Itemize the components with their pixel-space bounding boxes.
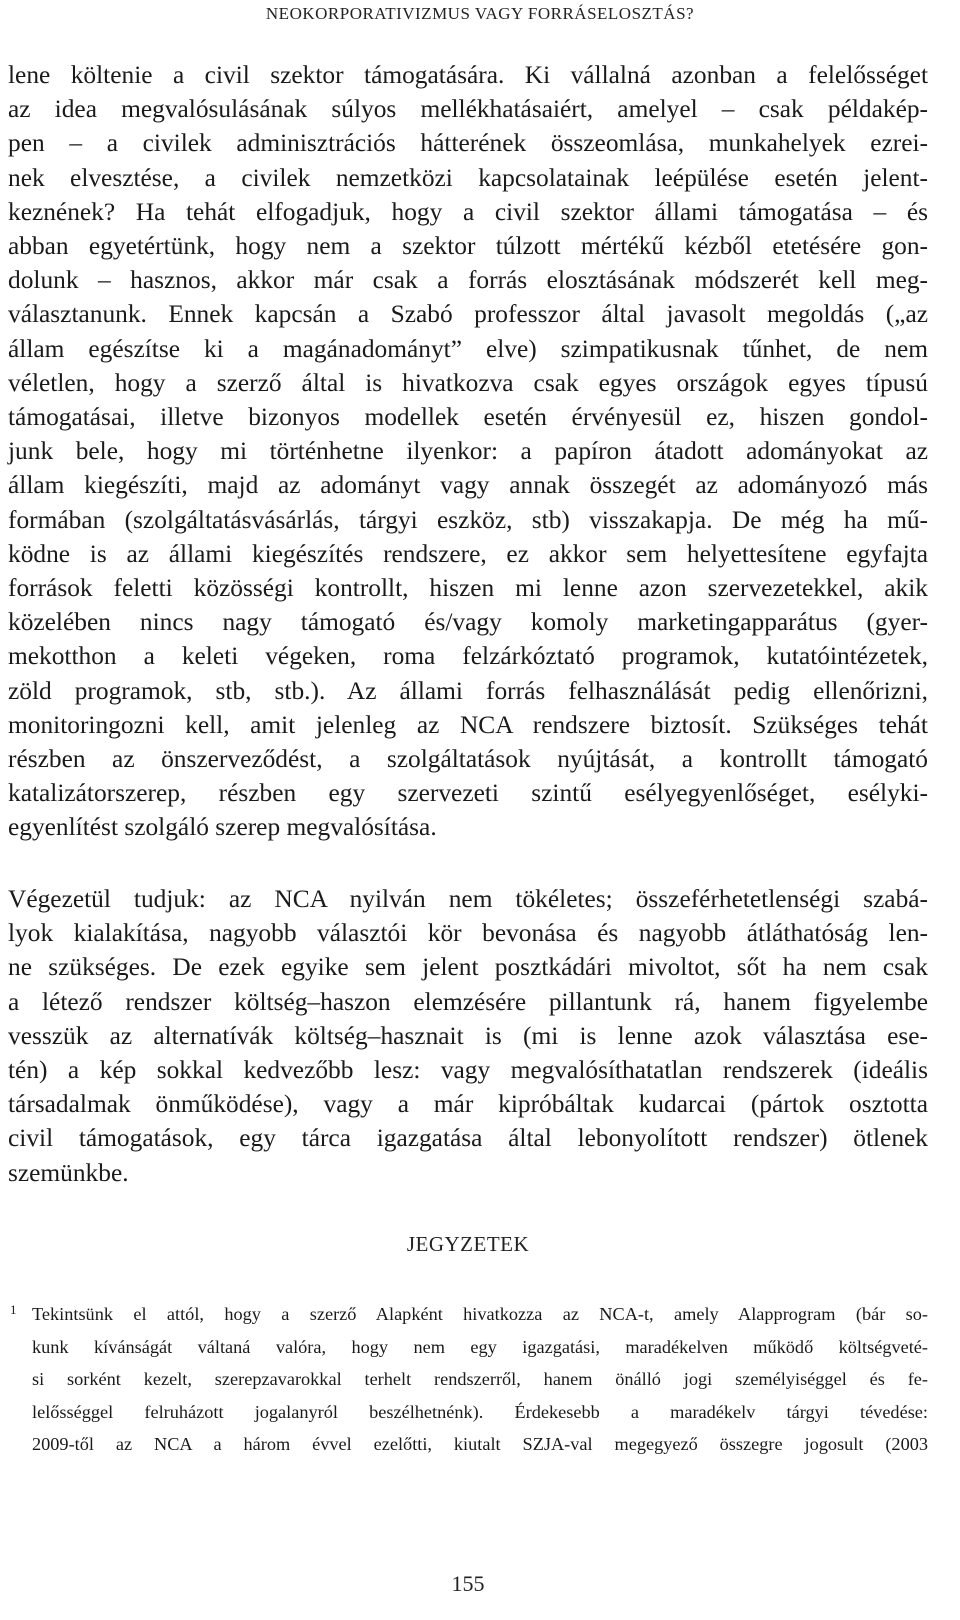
body-paragraph-1 — [8, 58, 928, 845]
text-line: az idea megvalósulásának súlyos mellékhatásaiért, amelyel – csak példakép- — [8, 95, 928, 124]
footnote-marker: 1 — [10, 1302, 17, 1317]
notes-heading: JEGYZETEK — [406, 1232, 530, 1256]
text-line: szemünkbe. — [8, 1158, 129, 1187]
text-line: monitoringozni kell, amit jelenleg az NCA rendszere biztosít. Szükséges tehát — [8, 710, 928, 739]
text-line: civil támogatások, egy tárca igazgatása által lebonyolított rendszer) ötlenek — [8, 1124, 928, 1153]
text-line: tén) a kép sokkal kedvezőbb lesz: vagy megvalósíthatatlan rendszerek (ideális — [8, 1056, 928, 1085]
text-line: részben az önszerveződést, a szolgáltatások nyújtását, a kontrollt támogató — [8, 745, 928, 774]
text-line: lyok kialakítása, nagyobb választói kör bevonása és nagyobb átláthatóság len- — [8, 919, 928, 948]
text-line: katalizátorszerep, részben egy szervezeti szintű esélyegyenlőséget, esélyki- — [8, 779, 928, 808]
text-line: ne szükséges. De ezek egyike sem jelent posztkádári mivoltot, sőt ha nem csak — [8, 953, 928, 982]
footnote-line: kunk kívánságát váltaná valóra, hogy nem egy igazgatási, maradékelven működő költségveté- — [32, 1336, 928, 1357]
text-line: keznének? Ha tehát elfogadjuk, hogy a civil szektor állami támogatása – és — [8, 197, 928, 226]
text-line: közelében nincs nagy támogató és/vagy komoly marketingapparátus (gyer- — [8, 608, 928, 637]
page-number: 155 — [451, 1571, 485, 1596]
running-head: NEOKORPORATIVIZMUS VAGY FORRÁSELOSZTÁS? — [265, 4, 695, 23]
text-line: állam egészítse ki a magánadományt” elve) szimpatikusnak tűnhet, de nem — [8, 334, 928, 363]
text-line: lene költenie a civil szektor támogatására. Ki vállalná azonban a felelősséget — [8, 61, 928, 89]
text-line: junk bele, hogy mi történhetne ilyenkor: a papíron átadott adományokat az — [8, 437, 928, 466]
text-line: vesszük az alternatívák költség–hasznait is (mi is lenne azok választása ese- — [8, 1021, 928, 1050]
text-line: Végezetül tudjuk: az NCA nyilván nem tökéletes; összeférhetetlenségi szabá- — [8, 885, 928, 913]
text-line: állam kiegészíti, majd az adományt vagy annak összegét az adományozó más — [8, 471, 928, 500]
text-line: a létező rendszer költség–haszon elemzésére pillantunk rá, hanem figyelembe — [8, 987, 928, 1016]
text-line: formában (szolgáltatásvásárlás, tárgyi eszköz, stb) visszakapja. De még ha mű- — [8, 505, 928, 534]
text-line: támogatásai, illetve bizonyos modellek esetén érvényesül ez, hiszen gondol- — [8, 403, 928, 432]
text-line: mekotthon a keleti végeken, roma felzárkóztató programok, kutatóintézetek, — [8, 642, 928, 671]
text-line: abban egyetértünk, hogy nem a szektor túlzott mértékű kézből etetésére gon- — [8, 232, 928, 261]
footnote-line: si sorként kezelt, szerepzavarokkal terhelt rendszerről, hanem önálló jogi személyiséggel és fe- — [32, 1369, 928, 1389]
footnote-line: Tekintsünk el attól, hogy a szerző Alapként hivatkozza az NCA-t, amely Alapprogram (bár so- — [32, 1304, 928, 1324]
text-line: véletlen, hogy a szerző által is hivatkozva csak egyes országok egyes típusú — [8, 368, 928, 397]
footnote-line: lelősséggel felruházott jogalanyról beszélhetnénk). Érdekesebb a maradékelv tárgyi tévedése: — [32, 1401, 928, 1422]
text-line: források feletti közösségi kontrollt, hiszen mi lenne azon szervezetekkel, akik — [8, 574, 928, 603]
text-line: zöld programok, stb, stb.). Az állami forrás felhasználását pedig ellenőrizni, — [8, 676, 928, 705]
text-line: ködne is az állami kiegészítés rendszere, ez akkor sem helyettesítene egyfajta — [8, 539, 928, 568]
text-line: pen – a civilek adminisztrációs hátterének összeomlása, munkahelyek ezrei- — [8, 129, 928, 158]
text-line: választanunk. Ennek kapcsán a Szabó professzor által javasolt megoldás („az — [8, 300, 928, 329]
text-line: dolunk – hasznos, akkor már csak a forrás elosztásának módszerét kell meg- — [8, 266, 928, 295]
body-paragraph-2 — [8, 882, 928, 1190]
text-line: nek elvesztése, a civilek nemzetközi kapcsolatainak leépülése esetén jelent- — [8, 163, 928, 192]
text-line: társadalmak önműködése), vagy a már kipróbáltak kudarcai (pártok osztotta — [8, 1090, 928, 1119]
text-line: egyenlítést szolgáló szerep megvalósítása. — [8, 813, 437, 842]
footnote-1 — [8, 1298, 928, 1461]
footnote-line: 2009-től az NCA a három évvel ezelőtti, kiutalt SZJA-val megegyező összegre jogosult (2003 — [32, 1434, 928, 1454]
